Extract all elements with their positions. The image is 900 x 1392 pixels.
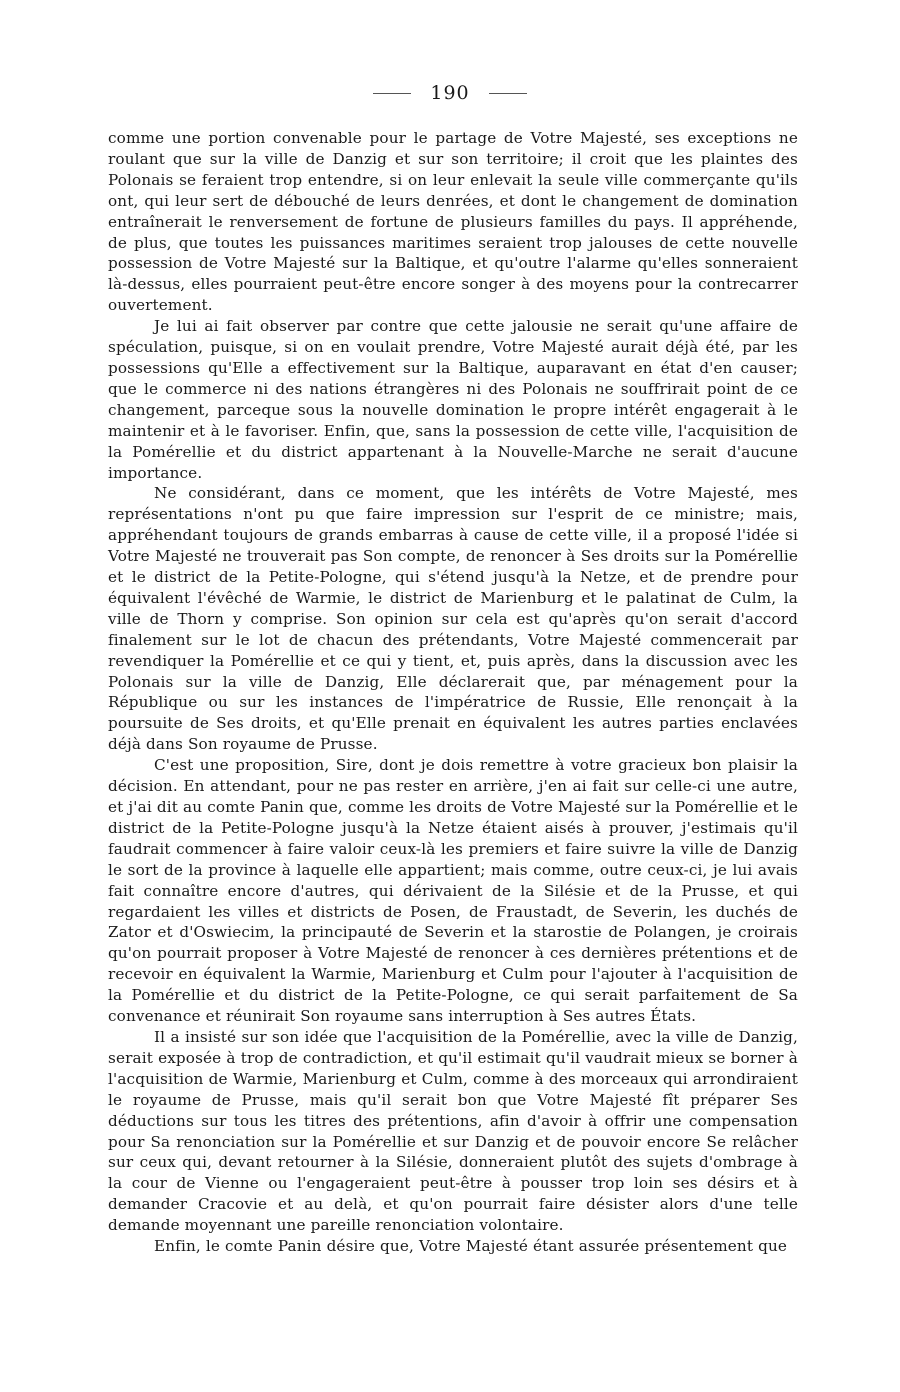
header-rule-left [373,93,411,94]
paragraph-4: C'est une proposition, Sire, dont je dois remettre à votre gracieux bon plaisir la décision. En attendant, pour ne pas rester en arrière, j'en ai fait sur celle-ci une autre, et j'ai dit au comte Panin que, comme les droits de Votre Majesté sur la Pomérellie et le district de la Petite-Pologne jusqu'à la Netze étaient aisés à prouver, j'estimais qu'il faudrait commencer à faire valoir ceux-là les premiers et faire suivre la ville de Danzig le sort de la province à laquelle elle appartient; mais comme, outre ceux-ci, je lui avais fait connaître encore d'autres, qui dérivaient de la Silésie et de la Prusse, et qui regardaient les villes et districts de Posen, de Fraustadt, de Severin, les duchés de Zator et d'Oswiecim, la principauté de Severin et la starostie de Polangen, je croirais qu'on pourrait proposer à Votre Majesté de renoncer à ces dernières prétentions et de recevoir en équivalent la Warmie, Marienburg et Culm pour l'ajouter à l'acquisition de la Pomérellie et du district de la Petite-Pologne, ce qui serait parfaitement de Sa convenance et réunirait Son royaume sans interruption à Ses autres États. [108,756,798,1026]
paragraph-6: Enfin, le comte Panin désire que, Votre Majesté étant assurée présentement que [154,1237,788,1256]
paragraph-2: Je lui ai fait observer par contre que cette jalousie ne serait qu'une affaire de spéculation, puisque, si on en voulait prendre, Votre Majesté aurait déjà été, par les possessions qu'Elle a effectivement sur la Baltique, auparavant en état d'en causer; que le commerce ni des nations étrangères ni des Polonais ne souffrirait point de ce changement, parceque sous la nouvelle domination le propre intérêt engagerait à le maintenir et à le favoriser. Enfin, que, sans la possession de cette ville, l'acquisition de la Pomérellie et du district appartenant à la Nouvelle-Marche ne serait d'aucune importance. [108,317,798,482]
paragraph-1: comme une portion convenable pour le partage de Votre Majesté, ses exceptions ne roulant que sur la ville de Danzig et sur son territoire; il croit que les plaintes des Polonais se feraient trop entendre, si on leur enlevait la seule ville commerçante qu'ils ont, qui leur sert de débouché de leurs denrées, et dont le changement de domination entraînerait le renversement de fortune de plusieurs familles du pays. Il appréhende, de plus, que toutes les puissances maritimes seraient trop jalouses de cette nouvelle possession de Votre Majesté sur la Baltique, et qu'outre l'alarme qu'elles sonneraient là-dessus, elles pourraient peut-être encore songer à des moyens pour la contrecarrer ouvertement. [108,129,798,315]
paragraph-5: Il a insisté sur son idée que l'acquisition de la Pomérellie, avec la ville de Danzig, serait exposée à trop de contradiction, et qu'il estimait qu'il vaudrait mieux se borner à l'acquisition de Warmie, Marienburg et Culm, comme à des morceaux qui arrondiraient le royaume de Prusse, mais qu'il serait bon que Votre Majesté fît préparer Ses déductions sur tous les titres des prétentions, afin d'avoir à offrir une compensation pour Sa renonciation sur la Pomérellie et sur Danzig et de pouvoir encore Se relâcher sur ceux qui, devant retourner à la Silésie, donneraient plutôt des sujets d'ombrage à la cour de Vienne ou l'engageraient peut-être à pousser trop loin ses désirs et à demander Cracovie et au delà, et qu'on pourrait faire désister alors d'une telle demande moyennant une pareille renonciation volontaire. [108,1027,798,1235]
page-header [0,82,900,108]
header-rule-right [489,93,527,94]
body-text [108,128,798,1257]
paragraph-3: Ne considérant, dans ce moment, que les intérêts de Votre Majesté, mes représentations n'ont pu que faire impression sur l'esprit de ce ministre; mais, appréhendant toujours de grands embarras à cause de cette ville, il a proposé l'idée si Votre Majesté ne trouverait pas Son compte, de renoncer à Ses droits sur la Pomérellie et le district de la Petite-Pologne, qui s'étend jusqu'à la Netze, et de prendre pour équivalent l'évêché de Warmie, le district de Marienburg et le palatinat de Culm, la ville de Thorn y comprise. Son opinion sur cela est qu'après qu'on serait d'accord finalement sur le lot de chacun des prétendants, Votre Majesté commencerait par revendiquer la Pomérellie et ce qui y tient, et, puis après, dans la discussion avec les Polonais sur la ville de Danzig, Elle déclarerait que, par ménagement pour la République ou sur les instances de l'impératrice de Russie, Elle renonçait à la poursuite de Ses droits, et qu'Elle prenait en équivalent les autres parties enclavées déjà dans Son royaume de Prusse. [108,484,798,754]
page-number: 190 [430,82,470,104]
